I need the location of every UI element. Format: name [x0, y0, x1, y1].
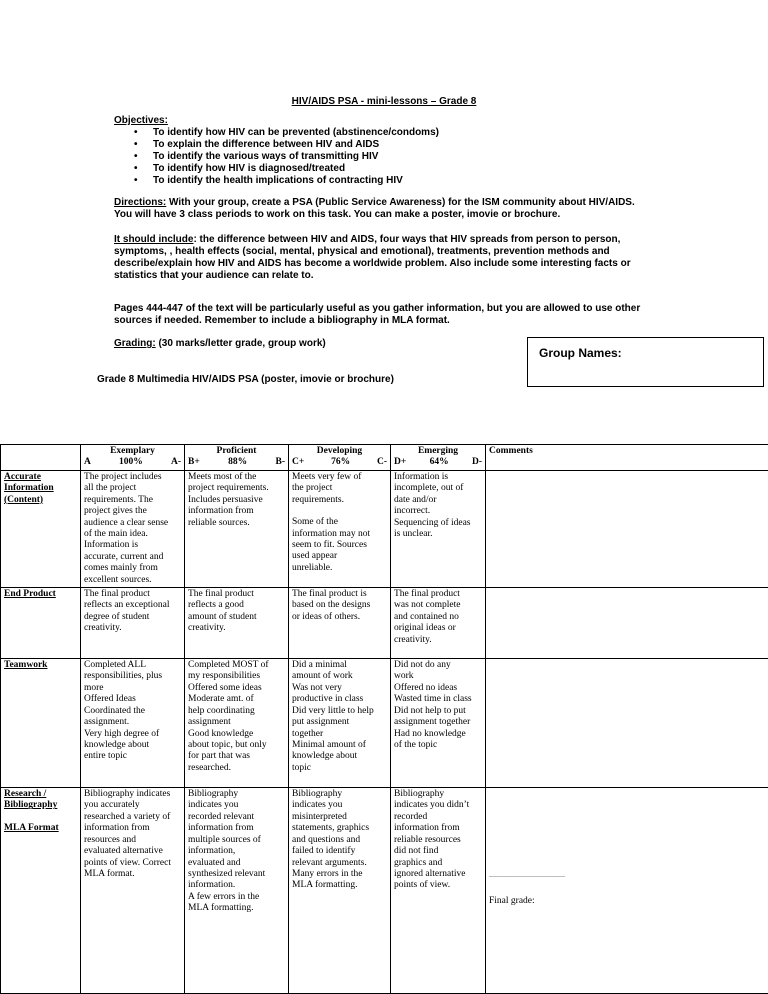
cell-line: information from [188, 823, 254, 834]
criterion-cell [81, 471, 185, 588]
cell-line: evaluated and [188, 857, 241, 868]
cell-line: excellent sources. [84, 574, 152, 585]
cell-line: used appear [292, 551, 338, 562]
cell-line: graphics and [394, 857, 443, 868]
cell-line: about topic, but only [188, 739, 267, 750]
objective-item: • To identify how HIV is diagnosed/treated [129, 163, 439, 175]
cell-line: productive in class [292, 694, 364, 705]
cell-line: indicates you [188, 800, 239, 811]
cell-line: creativity. [188, 623, 226, 634]
grading-label: Grading: [114, 338, 156, 349]
cell-line: information from [84, 823, 150, 834]
row-label [1, 659, 81, 788]
comments-label: Comments [489, 446, 533, 456]
cell-line: based on the designs [292, 600, 371, 611]
title-text: HIV/AIDS PSA - mini-lessons – Grade 8 [291, 96, 477, 107]
grade-low: C- [376, 457, 387, 468]
cell-line: audience a clear sense [84, 517, 169, 528]
cell-line: recorded relevant [188, 811, 255, 822]
group-names-box[interactable] [527, 337, 764, 387]
cell-line: Bibliography [394, 789, 445, 800]
cell-line: misinterpreted [292, 811, 347, 822]
cell-line: of the topic [394, 739, 438, 750]
group-names-label: Group Names: [539, 346, 622, 360]
cell-line: knowledge about [292, 751, 358, 762]
cell-line: Bibliography [188, 789, 239, 800]
cell-line: original ideas or [394, 623, 456, 634]
cell-line: is unclear. [394, 529, 433, 540]
header-developing [289, 445, 391, 471]
cell-line: assignment. [84, 717, 130, 728]
grade-high: C+ [292, 457, 305, 468]
row-label [1, 788, 81, 994]
criterion-cell [81, 588, 185, 659]
grade-high: D+ [394, 457, 407, 468]
level-name: Developing [316, 446, 363, 456]
cell-line: and questions and [292, 834, 361, 845]
cell-line: statements, graphics [292, 823, 370, 834]
directions-text: With your group, create a PSA (Public Service Awareness) for the ISM community about HIV/AIDS. You will have 3 class periods to work on this task. You can make a poster, imovie or brochure. [114, 197, 635, 220]
comments-spacer [489, 789, 765, 867]
grade-range [84, 457, 181, 468]
cell-line: together [292, 728, 324, 739]
criterion-cell [81, 788, 185, 994]
header-comments [486, 445, 768, 471]
grading-text: (30 marks/letter grade, group work) [155, 338, 326, 349]
grade-range [292, 457, 387, 468]
rubric-table [0, 444, 768, 994]
cell-line: MLA format. [84, 868, 135, 879]
row-label-line: Accurate [4, 472, 41, 482]
cell-line: the project [292, 483, 333, 494]
cell-line: Wasted time in class [394, 694, 472, 705]
cell-line: information, [188, 846, 236, 857]
cell-line: points of view. [394, 880, 451, 891]
row-label-line: End Product [4, 589, 56, 600]
cell-line: Some of the [292, 517, 338, 528]
cell-line: multiple sources of [188, 834, 261, 845]
cell-line: put assignment [292, 717, 350, 728]
directions-label: Directions: [114, 197, 167, 208]
rubric-row-accurate-information [1, 471, 768, 588]
cell-line: points of view. Correct [84, 857, 171, 868]
cell-line: information may not [292, 528, 371, 539]
cell-line: indicates you didn’t [394, 800, 470, 811]
grade-percent: 88% [228, 457, 248, 468]
cell-line: resources and [84, 834, 136, 845]
cell-line: Information is [394, 472, 449, 482]
level-name: Exemplary [110, 446, 155, 456]
grading-line [114, 338, 326, 350]
cell-line: you accurately [84, 800, 140, 811]
cell-line: more [84, 682, 104, 693]
cell-line: seem to fit. Sources [292, 540, 367, 551]
cell-line: Did very little to help [292, 705, 374, 716]
criterion-cell [185, 659, 289, 788]
rubric-row-teamwork [1, 659, 768, 788]
include-label: It should include [114, 234, 194, 245]
cell-line: incorrect. [394, 506, 431, 517]
cell-line: Meets very few of [292, 472, 362, 482]
rubric-row-research-bibliography [1, 788, 768, 994]
cell-line: amount of student [188, 611, 257, 622]
criterion-cell [391, 471, 486, 588]
cell-line: all the project [84, 483, 137, 494]
cell-line-blank [292, 506, 387, 517]
objective-item: • To explain the difference between HIV and AIDS [129, 139, 439, 151]
row-label [1, 471, 81, 588]
cell-line: reflects a good [188, 600, 244, 611]
cell-line: Offered some ideas [188, 682, 262, 693]
criterion-cell [391, 659, 486, 788]
cell-line: Information is [84, 540, 139, 551]
cell-line: Completed MOST of [188, 660, 269, 671]
cell-line: Bibliography indicates [84, 789, 171, 800]
cell-line: The final product [84, 589, 150, 600]
row-label [1, 588, 81, 659]
cell-line: synthesized relevant [188, 868, 266, 879]
objective-item: • To identify how HIV can be prevented (abstinence/condoms) [129, 127, 439, 139]
cell-line: information. [188, 880, 236, 891]
final-grade-label: Final grade: [489, 896, 535, 907]
cell-line: The project includes [84, 472, 162, 482]
cell-line: creativity. [84, 623, 122, 634]
cell-line: A few errors in the [188, 891, 260, 902]
comments-cell[interactable] [486, 471, 768, 588]
criterion-cell [185, 588, 289, 659]
cell-line: researched a variety of [84, 811, 171, 822]
directions-paragraph [114, 197, 650, 221]
cell-line: amount of work [292, 671, 353, 682]
cell-line: Did a minimal [292, 660, 347, 671]
cell-line: reflects an exceptional [84, 600, 170, 611]
cell-line: ignored alternative [394, 868, 466, 879]
page-title [0, 96, 768, 108]
cell-line: information from [188, 506, 254, 517]
row-label-blank [4, 812, 77, 823]
grade-percent: 100% [119, 457, 143, 468]
cell-line: Was not very [292, 682, 342, 693]
cell-line: Offered Ideas [84, 694, 136, 705]
cell-line: Coordinated the [84, 705, 145, 716]
criterion-cell [289, 588, 391, 659]
cell-line: or ideas of others. [292, 611, 361, 622]
cell-line: requirements. [292, 494, 344, 505]
cell-line: relevant arguments. [292, 857, 367, 868]
rubric-header-row [1, 445, 768, 471]
criterion-cell [81, 659, 185, 788]
cell-line: project requirements. [188, 483, 269, 494]
cell-line: Many errors in the [292, 868, 363, 879]
cell-line: did not find [394, 846, 439, 857]
cell-line: The final product [188, 589, 254, 600]
cell-line: work [394, 671, 414, 682]
cell-line: information from [394, 823, 460, 834]
include-paragraph [114, 234, 644, 282]
comments-spacer [489, 880, 765, 896]
cell-line: Sequencing of ideas [394, 517, 471, 528]
grade-range [394, 457, 482, 468]
row-label-line: MLA Format [4, 822, 59, 833]
cell-line: and contained no [394, 611, 459, 622]
cell-line: project gives the [84, 506, 147, 517]
level-name: Emerging [417, 446, 459, 456]
criterion-cell [289, 471, 391, 588]
cell-line: The final product is [292, 589, 367, 600]
cell-line: Offered no ideas [394, 682, 458, 693]
cell-line: indicates you [292, 800, 343, 811]
cell-line: Had no knowledge [394, 728, 466, 739]
cell-line: help coordinating [188, 705, 255, 716]
include-text: : the difference between HIV and AIDS, four ways that HIV spreads from person to person, symptoms, , health effects (social, mental, physical and emotional), treatments, prevention methods and describe/explain how HIV and AIDS has become a worldwide problem. Also include some interesting facts or statistics that your audience can relate to. [114, 234, 631, 281]
cell-line: degree of student [84, 611, 150, 622]
cell-line: reliable resources [394, 834, 461, 845]
cell-line: recorded [394, 811, 428, 822]
comments-cell[interactable] [486, 659, 768, 788]
grade-low: A- [170, 457, 181, 468]
cell-line: assignment together [394, 717, 471, 728]
grade-low: D- [471, 457, 482, 468]
level-name: Proficient [216, 446, 257, 456]
criterion-cell [391, 588, 486, 659]
row-label-line: Teamwork [4, 660, 48, 671]
grade-high: B+ [188, 457, 200, 468]
cell-line: requirements. The [84, 494, 153, 505]
cell-line: reliable sources. [188, 517, 250, 528]
grade-percent: 64% [429, 457, 449, 468]
cell-line: Includes persuasive [188, 494, 263, 505]
cell-line: Good knowledge [188, 728, 254, 739]
objectives-list [129, 127, 439, 187]
cell-line: unreliable. [292, 562, 333, 573]
grade-percent: 76% [331, 457, 351, 468]
header-exemplary [81, 445, 185, 471]
pages-note: Pages 444-447 of the text will be particularly useful as you gather information, but you are allowed to use other sources if needed. Remember to include a bibliography in MLA format. [114, 303, 641, 326]
cell-line: accurate, current and [84, 551, 164, 562]
cell-line: researched. [188, 762, 231, 773]
cell-line: incomplete, out of [394, 483, 464, 494]
row-label-line: Research / [4, 789, 47, 800]
rubric-row-end-product [1, 588, 768, 659]
cell-line: Completed ALL [84, 660, 147, 671]
cell-line: failed to identify [292, 846, 356, 857]
row-label-line: (Content) [4, 494, 44, 505]
objective-item: • To identify the various ways of transmitting HIV [129, 151, 439, 163]
cell-line: Very high degree of [84, 728, 160, 739]
cell-line: comes mainly from [84, 563, 158, 574]
header-emerging [391, 445, 486, 471]
criterion-cell [289, 788, 391, 994]
cell-line: topic [292, 762, 311, 773]
row-label-line: Information [4, 483, 54, 494]
cell-line: Did not do any [394, 660, 451, 671]
cell-line: of the main idea. [84, 529, 148, 540]
cell-line: entire topic [84, 751, 127, 762]
cell-line: Moderate amt. of [188, 694, 254, 705]
cell-line: Bibliography [292, 789, 343, 800]
cell-line: creativity. [394, 634, 432, 645]
header-proficient [185, 445, 289, 471]
cell-line: my responsibilities [188, 671, 261, 682]
cell-line: The final product [394, 589, 460, 600]
signature-line: ________________ [489, 869, 565, 880]
grade-range [188, 457, 285, 468]
cell-line: assignment [188, 717, 231, 728]
criterion-cell [185, 788, 289, 994]
cell-line: date and/or [394, 494, 437, 505]
cell-line: was not complete [394, 600, 461, 611]
cell-line: Meets most of the [188, 472, 257, 482]
comments-cell[interactable] [486, 588, 768, 659]
row-label-line: Bibliography [4, 800, 58, 811]
objectives-label: Objectives: [114, 115, 168, 126]
cell-line: responsibilities, plus [84, 671, 163, 682]
objective-item: • To identify the health implications of contracting HIV [129, 175, 439, 187]
cell-line: evaluated alternative [84, 846, 163, 857]
cell-line: Minimal amount of [292, 739, 366, 750]
cell-line: MLA formatting. [188, 903, 254, 914]
corner-cell [1, 445, 81, 471]
rubric-title: Grade 8 Multimedia HIV/AIDS PSA (poster, imovie or brochure) [97, 374, 394, 385]
cell-line: knowledge about [84, 739, 150, 750]
grade-low: B- [275, 457, 285, 468]
criterion-cell [289, 659, 391, 788]
cell-line: MLA formatting. [292, 880, 358, 891]
cell-line: Did not help to put [394, 705, 466, 716]
cell-line: for part that was [188, 751, 250, 762]
grade-high: A [84, 457, 91, 468]
criterion-cell [391, 788, 486, 994]
comments-cell[interactable] [486, 788, 768, 994]
criterion-cell [185, 471, 289, 588]
